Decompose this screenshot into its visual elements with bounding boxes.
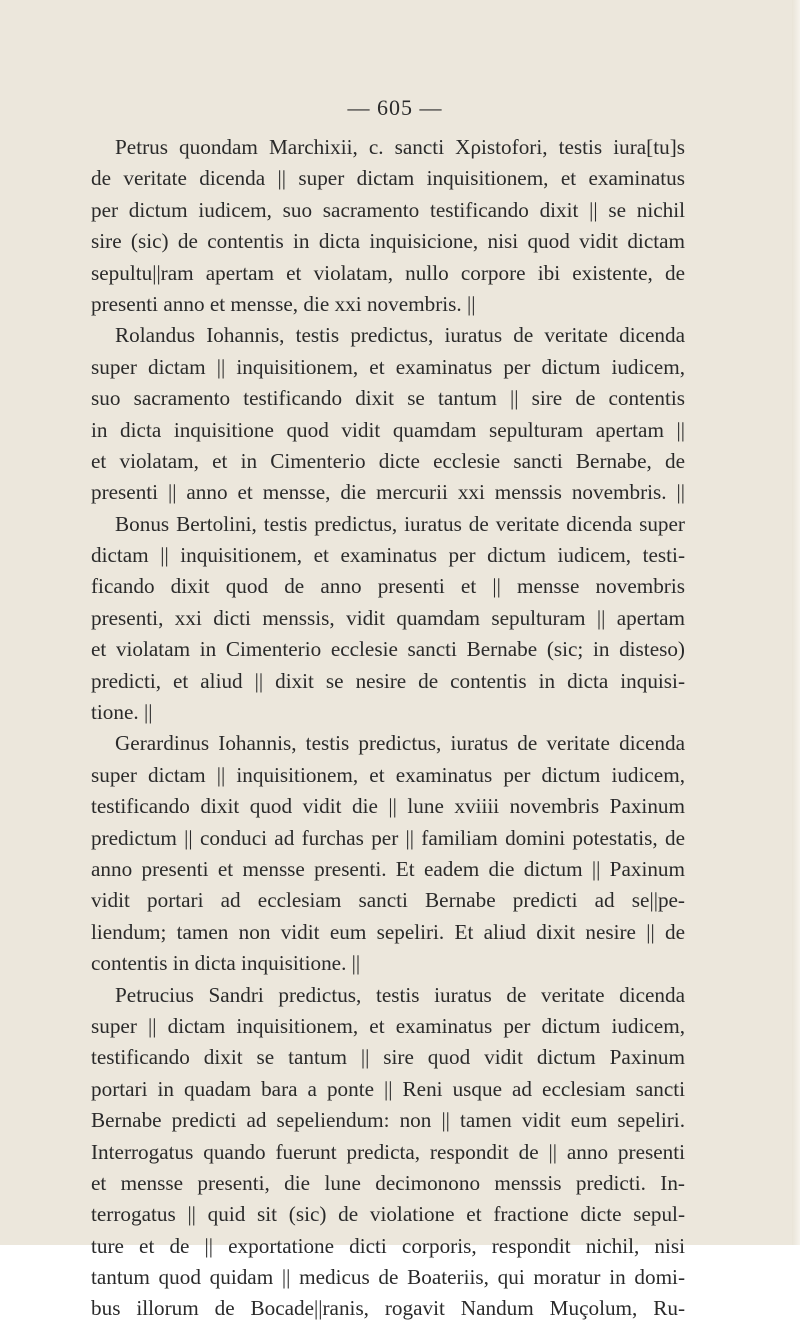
text-line: liendum; tamen non vidit eum sepeliri. Et aliud dixit nesire || de: [91, 919, 685, 944]
text-line: bus illorum de Bocade||ranis, rogavit Nandum Muçolum, Ru-: [91, 1296, 685, 1321]
text-line: per dictum iudicem, suo sacramento testificando dixit || se nichil: [91, 197, 685, 222]
body-text: [91, 132, 685, 1325]
text-line: et violatam, et in Cimenterio dicte ecclesie sancti Bernabe, de: [91, 448, 685, 473]
text-line: predictum || conduci ad furchas per || familiam domini potestatis, de: [91, 825, 685, 850]
text-line: sire (sic) de contentis in dicta inquisicione, nisi quod vidit dictam: [91, 229, 685, 254]
text-line: tantum quod quidam || medicus de Boateriis, qui moratur in domi-: [91, 1265, 685, 1290]
text-line: Petrus quondam Marchixii, c. sancti Xρistofori, testis iura[tu]s: [115, 135, 685, 159]
text-line: terrogatus || quid sit (sic) de violatione et fractione dicte sepul-: [91, 1202, 685, 1227]
text-line: testificando dixit se tantum || sire quod vidit dictum Paxinum: [91, 1045, 685, 1070]
text-line: presenti anno et mensse, die xxi novembris. ||: [91, 291, 476, 316]
text-line: Bonus Bertolini, testis predictus, iuratus de veritate dicenda super: [115, 511, 685, 536]
text-line: dictam || inquisitionem, et examinatus per dictum iudicem, testi-: [91, 543, 685, 568]
text-line: de veritate dicenda || super dictam inquisitionem, et examinatus: [91, 166, 685, 191]
page-edge: [792, 0, 800, 1245]
text-line: Interrogatus quando fuerunt predicta, respondit de || anno presenti: [91, 1139, 685, 1164]
text-line: sepultu||ram apertam et violatam, nullo corpore ibi existente, de: [91, 260, 685, 285]
text-line: et mensse presenti, die lune decimonono menssis predicti. In-: [91, 1170, 685, 1195]
text-line: Rolandus Iohannis, testis predictus, iuratus de veritate dicenda: [115, 323, 685, 348]
text-line: vidit portari ad ecclesiam sancti Bernabe predicti ad se||pe-: [91, 888, 685, 913]
text-line: suo sacramento testificando dixit se tantum || sire de contentis: [91, 386, 685, 411]
text-line: Petrucius Sandri predictus, testis iuratus de veritate dicenda: [115, 982, 685, 1007]
text-line: contentis in dicta inquisitione. ||: [91, 951, 361, 976]
text-line: tione. ||: [91, 700, 153, 725]
page-number: — 605 —: [347, 95, 443, 120]
text-line: testificando dixit quod vidit die || lune xviiii novembris Paxinum: [91, 794, 685, 819]
text-line: ture et de || exportatione dicti corporis, respondit nichil, nisi: [91, 1233, 685, 1258]
text-line: Gerardinus Iohannis, testis predictus, iuratus de veritate dicenda: [115, 731, 685, 756]
text-line: Bernabe predicti ad sepeliendum: non || tamen vidit eum sepeliri.: [91, 1108, 685, 1133]
text-line: predicti, et aliud || dixit se nesire de contentis in dicta inquisi-: [91, 668, 685, 693]
text-line: super dictam || inquisitionem, et examinatus per dictum iudicem,: [91, 354, 685, 379]
text-line: anno presenti et mensse presenti. Et eadem die dictum || Paxinum: [91, 856, 685, 881]
text-line: super dictam || inquisitionem, et examinatus per dictum iudicem,: [91, 762, 685, 787]
text-line: portari in quadam bara a ponte || Reni usque ad ecclesiam sancti: [91, 1076, 685, 1101]
text-line: et violatam in Cimenterio ecclesie sancti Bernabe (sic; in disteso): [91, 637, 685, 662]
text-line: super || dictam inquisitionem, et examinatus per dictum iudicem,: [91, 1013, 685, 1038]
text-line: presenti || anno et mensse, die mercurii xxi menssis novembris. ||: [91, 480, 685, 505]
text-line: ficando dixit quod de anno presenti et || mensse novembris: [91, 574, 685, 599]
text-line: in dicta inquisitione quod vidit quamdam sepulturam apertam ||: [91, 417, 685, 442]
text-line: presenti, xxi dicti menssis, vidit quamdam sepulturam || apertam: [91, 605, 685, 630]
